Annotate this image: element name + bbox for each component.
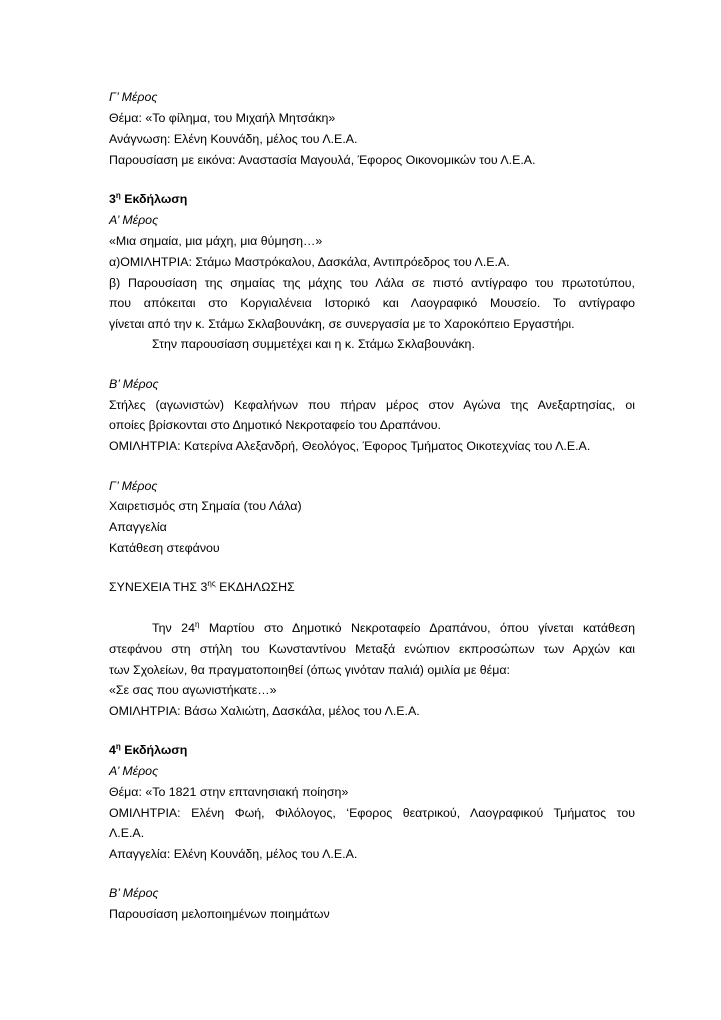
section-heading: Α’ Μέρος xyxy=(109,213,159,227)
text-line: Παρουσίαση μελοποιημένων ποιημάτων xyxy=(109,907,330,921)
text-line xyxy=(152,621,635,636)
superscript: η xyxy=(115,742,121,751)
text-line: στεφάνου στη στήλη του Κωνσταντίνου Μεταξά ενώπιον εκπροσώπων των Αρχών και xyxy=(109,642,635,656)
heading-text: ΕΚΔΗΛΩΣΗΣ xyxy=(215,580,295,594)
text-line: Χαιρετισμός στη Σημαία (του Λάλα) xyxy=(109,499,302,513)
text-line: που απόκειται στο Κοργιαλένεια Ιστορικό και Λαογραφικό Μουσείο. Το αντίγραφο xyxy=(109,296,635,310)
text-line: Απαγγελία xyxy=(109,520,167,534)
text-run: Μαρτίου στο Δημοτικό Νεκροταφείο Δραπάνου, όπου γίνεται κατάθεση xyxy=(199,621,635,635)
event-number: 4 xyxy=(109,743,116,757)
text-line: α)ΟΜΙΛΗΤΡΙΑ: Στάμω Μαστρόκαλου, Δασκάλα, Αντιπρόεδρος του Λ.Ε.Α. xyxy=(109,255,510,269)
text-line: των Σχολείων, θα πραγματοποιηθεί (όπως γινόταν παλιά) ομιλία με θέμα: xyxy=(109,663,510,677)
section-heading: Α’ Μέρος xyxy=(109,764,159,778)
text-line: οποίες βρίσκονται στο Δημοτικό Νεκροταφείο του Δραπάνου. xyxy=(109,418,441,432)
superscript: ης xyxy=(207,579,216,588)
event-heading xyxy=(109,743,187,758)
text-line: β) Παρουσίαση της σημαίας της μάχης του Λάλα σε πιστό αντίγραφο του πρωτοτύπου, xyxy=(109,276,635,290)
text-line: Απαγγελία: Ελένη Κουνάδη, μέλος του Λ.Ε.Α. xyxy=(109,847,358,861)
text-line: Θέμα: «Το φίλημα, του Μιχαήλ Μητσάκη» xyxy=(109,111,336,125)
section-heading: Β’ Μέρος xyxy=(109,886,159,900)
text-line: ΟΜΙΛΗΤΡΙΑ: Κατερίνα Αλεξανδρή, Θεολόγος, Έφορος Τμήματος Οικοτεχνίας του Λ.Ε.Α. xyxy=(109,439,591,453)
superscript: η xyxy=(194,620,200,629)
section-heading xyxy=(109,580,295,595)
text-line: Κατάθεση στεφάνου xyxy=(109,541,220,555)
section-heading: Γ’ Μέρος xyxy=(109,90,158,104)
text-line: «Σε σας που αγωνιστήκατε…» xyxy=(109,683,277,697)
text-line: ΟΜΙΛΗΤΡΙΑ: Ελένη Φωή, Φιλόλογος, ‘Εφορος θεατρικού, Λαογραφικού Τμήματος του xyxy=(109,806,635,820)
text-line: Στήλες (αγωνιστών) Κεφαλήνων που πήραν μέρος στον Αγώνα της Ανεξαρτησίας, οι xyxy=(109,398,635,412)
text-line: Λ.Ε.Α. xyxy=(109,826,145,840)
text-line: Ανάγνωση: Ελένη Κουνάδη, μέλος του Λ.Ε.Α. xyxy=(109,132,358,146)
section-heading: Γ’ Μέρος xyxy=(109,479,158,493)
text-run: Την 24 xyxy=(152,621,195,635)
text-line: ΟΜΙΛΗΤΡΙΑ: Βάσω Χαλιώτη, Δασκάλα, μέλος του Λ.Ε.Α. xyxy=(109,704,420,718)
event-number: 3 xyxy=(109,192,116,206)
heading-text: ΣΥΝΕΧΕΙΑ ΤΗΣ 3 xyxy=(109,580,208,594)
section-heading: Β’ Μέρος xyxy=(109,377,159,391)
text-line: Θέμα: «Το 1821 στην επτανησιακή ποίηση» xyxy=(109,785,349,799)
text-line: Παρουσίαση με εικόνα: Αναστασία Μαγουλά, Έφορος Οικονομικών του Λ.Ε.Α. xyxy=(109,153,536,167)
superscript: η xyxy=(115,191,121,200)
event-heading xyxy=(109,192,187,207)
event-title: Εκδήλωση xyxy=(120,192,188,206)
text-line: «Μια σημαία, μια μάχη, μια θύμηση…» xyxy=(109,234,323,248)
text-line: γίνεται από την κ. Στάμω Σκλαβουνάκη, σε συνεργασία με το Χαροκόπειο Εργαστήρι. xyxy=(109,317,575,331)
event-title: Εκδήλωση xyxy=(120,743,188,757)
text-line: Στην παρουσίαση συμμετέχει και η κ. Στάμω Σκλαβουνάκη. xyxy=(152,337,475,351)
